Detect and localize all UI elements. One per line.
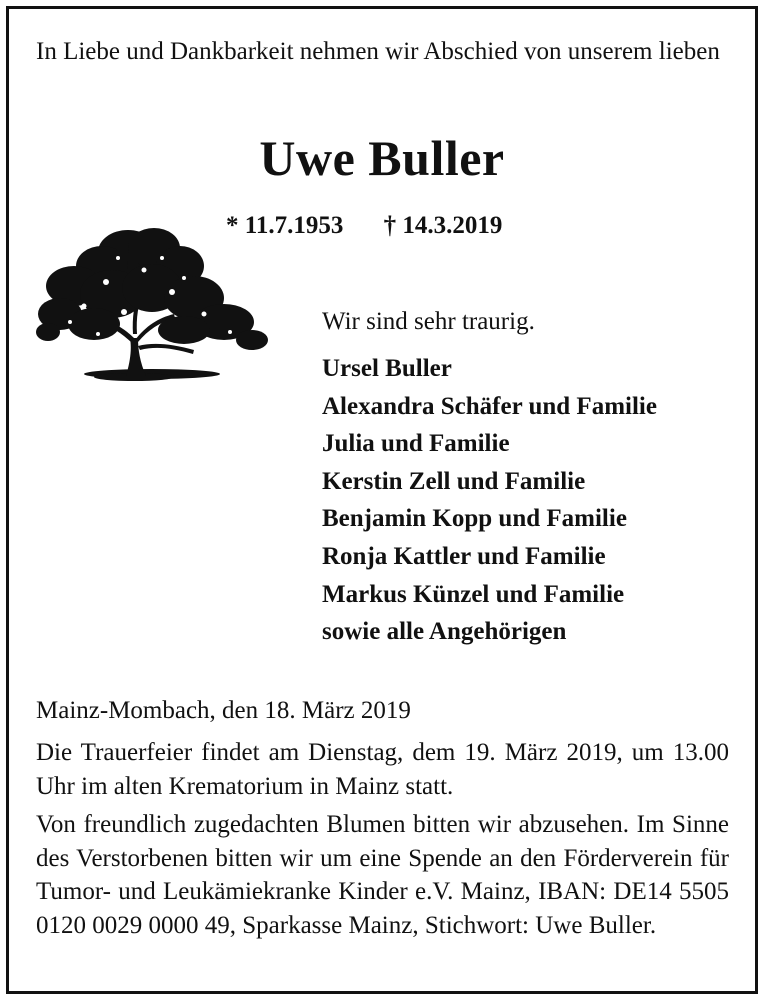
- place-and-date: Mainz-Mombach, den 18. März 2019: [36, 697, 411, 724]
- mourner-name: Kerstin Zell und Familie: [322, 467, 586, 495]
- intro-text: In Liebe und Dankbarkeit nehmen wir Abschied von unserem lieben: [36, 38, 720, 65]
- mourners-list: [322, 350, 657, 651]
- mourner-name: Julia und Familie: [322, 430, 510, 458]
- deceased-name: Uwe Buller: [259, 130, 505, 186]
- death-date: † 14.3.2019: [383, 212, 503, 239]
- mourner-name: Alexandra Schäfer und Familie: [322, 392, 657, 420]
- donation-notice: Von freundlich zugedachten Blumen bitten wir abzusehen. Im Sinne des Verstorbenen bitten wir um eine Spende an den Förderverein für Tumor- und Leukämiekranke Kinder e.V. Mainz, IBAN: DE14 5505 0120 0029 0000 49, Sparkasse Mainz, Stichwort: Uwe Buller.: [36, 811, 729, 939]
- tree-icon: [34, 222, 270, 384]
- funeral-notice: Die Trauerfeier findet am Dienstag, dem 19. März 2019, um 13.00 Uhr im alten Krematorium in Mainz statt.: [36, 739, 729, 800]
- mourning-line: Wir sind sehr traurig.: [322, 308, 535, 335]
- birth-date: * 11.7.1953: [226, 212, 344, 239]
- mourner-name: sowie alle Angehörigen: [322, 618, 567, 646]
- mourner-name: Benjamin Kopp und Familie: [322, 505, 627, 533]
- mourner-name: Ursel Buller: [322, 355, 452, 382]
- mourner-name: Ronja Kattler und Familie: [322, 542, 606, 570]
- mourner-name: Markus Künzel und Familie: [322, 580, 625, 608]
